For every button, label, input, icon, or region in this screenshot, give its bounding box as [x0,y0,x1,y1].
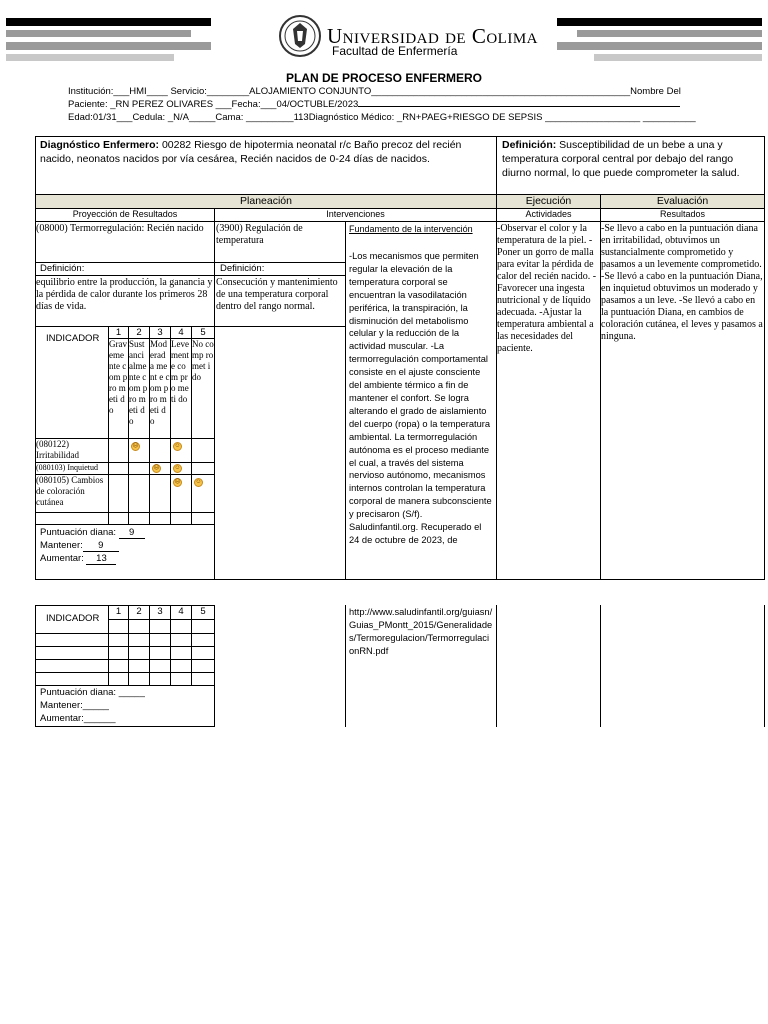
bed-value: 113 [293,112,309,123]
scale-number: 5 [200,327,206,338]
nic-title: (3900) Regulación de temperatura [216,223,303,246]
header-bar-black-right [557,18,762,26]
smile-face-icon: ☺ [174,443,181,449]
sad-face-icon: ☹ [174,479,181,485]
nic-definition-label: Definición: [220,263,265,274]
table-border [35,275,215,276]
sad-face-icon: ☹ [132,443,139,449]
header-bar-gray-left [6,30,191,37]
diagnosis-definition: Definición: Susceptibilidad de un bebe a una y temperatura corporal central por debajo del rango diurno normal, lo que puede comprometer la salud. [502,139,740,179]
table-border [764,136,765,580]
patient-line-1: Institución:___HMI____ Servicio:________ALOJAMIENTO CONJUNTO_________________________________________________Nombre Del [68,86,681,97]
scale-label: No comp romet ido [192,339,214,382]
indicator-irritability: (080122) Irritabilidad [36,439,79,460]
table-border [35,605,36,727]
header-bar-black-left [6,18,211,26]
maintain-score-2: Mantener:_____ [40,700,110,711]
table-border [149,605,150,686]
rationale-text: -Los mecanismos que permiten regular la elevación de la temperatura corporal se encuentran la vasodilatación periférica, la transpiración, la disminución del metabolismo celular y la reducción de la actividad muscular. -La termorregulación comportamental consiste en el ajuste consciente del ambiente térmico a fin de mantener el confort. Se logra alterando el grado de aislamiento del cuerpo (ropa) o la temperatura ambiental. La termorregulación autónoma es el proceso mediante el cual, a través del sistema nervioso autónomo, mecanismos internos controlan la temperatura corporal de manera subconsciente y precisaron (S/f). Saludinfantil.org. Recuperado el 24 de octubre de 2023, de [349,251,492,545]
cedula-value: N/A [173,112,189,123]
nursing-diagnosis: Diagnóstico Enfermero: 00282 Riesgo de hipotermia neonatal r/c Baño precoz del recién nacido, neonatos nacidos por vía cesárea, Recién nacidos de 0-24 días de nacidos. [40,139,462,165]
table-border [35,579,765,580]
indicator-skin-color: (080105) Cambios de coloración cutánea [36,475,104,507]
table-border [35,672,215,673]
page-title: PLAN DE PROCESO ENFERMERO [285,71,483,85]
noc-definition: equilibrio entre la producción, la ganancia y la pérdida de calor durante los primeros 28 días de vida. [36,277,213,312]
col-interventions: Intervenciones [326,209,385,219]
table-border [35,646,215,647]
sad-face-icon: ☹ [153,465,160,471]
patient-line-3: Edad:01/31___Cedula: _N/A_____Cama: _________113Diagnóstico Médico: _RN+PAEG+RIESGO DE SEPSIS __________________ __________ [68,112,696,123]
noc-title: (08000) Termorregulación: Recién nacido [36,223,204,234]
col-results: Resultados [659,209,706,219]
activities-text: -Observar el color y la temperatura de la piel. -Poner un gorro de malla para evitar la pérdida de calor del recién nacido. -Favorecer una ingesta nutricional y de líquido adecuada. -Ajustar la temperatura ambiental a las necesidades del paciente. [497,223,597,354]
header-bar-lgray-left [6,54,174,61]
scale-number: 3 [157,327,163,338]
header-bar-gray-right [577,30,762,37]
scale-number: 1 [115,606,122,617]
scale-label: Sust anci alme nte com pro meti do [129,339,148,426]
indicator-restlessness: (080103) Inquietud [36,463,98,472]
header-bar-gray-left-2 [6,42,211,50]
institution-value: HMI [129,86,147,97]
table-border [191,605,192,686]
table-border [345,605,346,727]
table-border [764,605,765,727]
scale-number: 4 [178,327,184,338]
table-border [128,605,129,686]
increase-score: Aumentar: 13 [40,553,116,565]
scale-number: 1 [115,327,122,338]
scale-number: 3 [157,606,163,617]
table-border [214,605,215,727]
scale-number: 2 [136,327,142,338]
table-border [108,619,215,620]
section-execution: Ejecución [525,195,572,207]
smile-face-icon: ☺ [174,465,181,471]
table-border [496,605,497,727]
table-border [35,659,215,660]
table-border [600,605,601,727]
target-score-2: Puntuación diana: _____ [40,687,146,698]
table-border [35,633,215,634]
increase-score-2: Aumentar:______ [40,713,116,724]
table-border [35,221,765,222]
table-border [35,136,765,137]
table-border [108,605,109,686]
table-border [35,512,215,513]
scale-number: 5 [200,606,206,617]
table-border [35,685,215,686]
table-border [35,726,215,727]
smile-face-icon: ☺ [195,479,202,485]
scale-label: Mod erad a ment e com pro meti do [150,339,170,426]
section-planning: Planeación [240,195,292,207]
medical-dx-value: RN+PAEG+RIESGO DE SEPSIS [402,112,543,123]
university-name: Universidad de Colima [327,24,538,48]
evaluation-results-text: -Se llevo a cabo en la puntuación diana en irritabilidad, obtuvimos un sustancialmente comprometido y pasamos a un levemente comprometido. -Se llevó a cabo en la puntuación Diana, en inquietud obtuvimos un moderado y pasamos a un leve. -Se llevó a cabo en la puntuación Diana, en cambios de coloración cutánea, el leves y pasamos a ninguna. [601,223,763,342]
target-score: Puntuación diana: 9 [40,527,145,539]
section-evaluation: Evaluación [656,195,709,207]
service-value: ALOJAMIENTO CONJUNTO [249,86,372,97]
date-value: 04/OCTUBLE/2023 [276,99,359,110]
col-results-projection: Proyección de Resultados [72,209,178,219]
header-bar-lgray-right [594,54,762,61]
nic-definition: Consecución y mantenimiento de una temperatura corporal dentro del rango normal. [216,277,338,312]
col-activities: Actividades [525,209,572,219]
header-bar-gray-right-2 [557,42,762,50]
table-border [214,326,346,327]
scale-label: Grav eme nte com pro meti do [109,339,128,415]
maintain-score: Mantener: 9 [40,540,119,552]
table-border [170,605,171,686]
noc-definition-label: Definición: [40,263,85,274]
scale-label: Leve ment e com pro meti do [171,339,189,404]
table-border [35,524,215,525]
indicator-header-2: INDICADOR [46,613,100,624]
table-border [214,275,346,276]
patient-line-2: Paciente: _RN PEREZ OLIVARES ___Fecha:___04/OCTUBLE/2023 [68,99,680,111]
faculty-name: Facultad de Enfermería [332,44,458,58]
indicator-header: INDICADOR [46,333,100,344]
rationale-url[interactable]: http://www.saludinfantil.org/guiasn/Guias_PMontt_2015/Generalidades/Termoregulacion/TermorregulacionRN.pdf [349,607,493,656]
rationale-label: Fundamento de la intervención [349,224,473,234]
scale-number: 4 [178,606,184,617]
patient-name-value: RN PEREZ OLIVARES [115,99,214,110]
scale-number: 2 [136,606,142,617]
university-seal-icon [276,14,324,58]
